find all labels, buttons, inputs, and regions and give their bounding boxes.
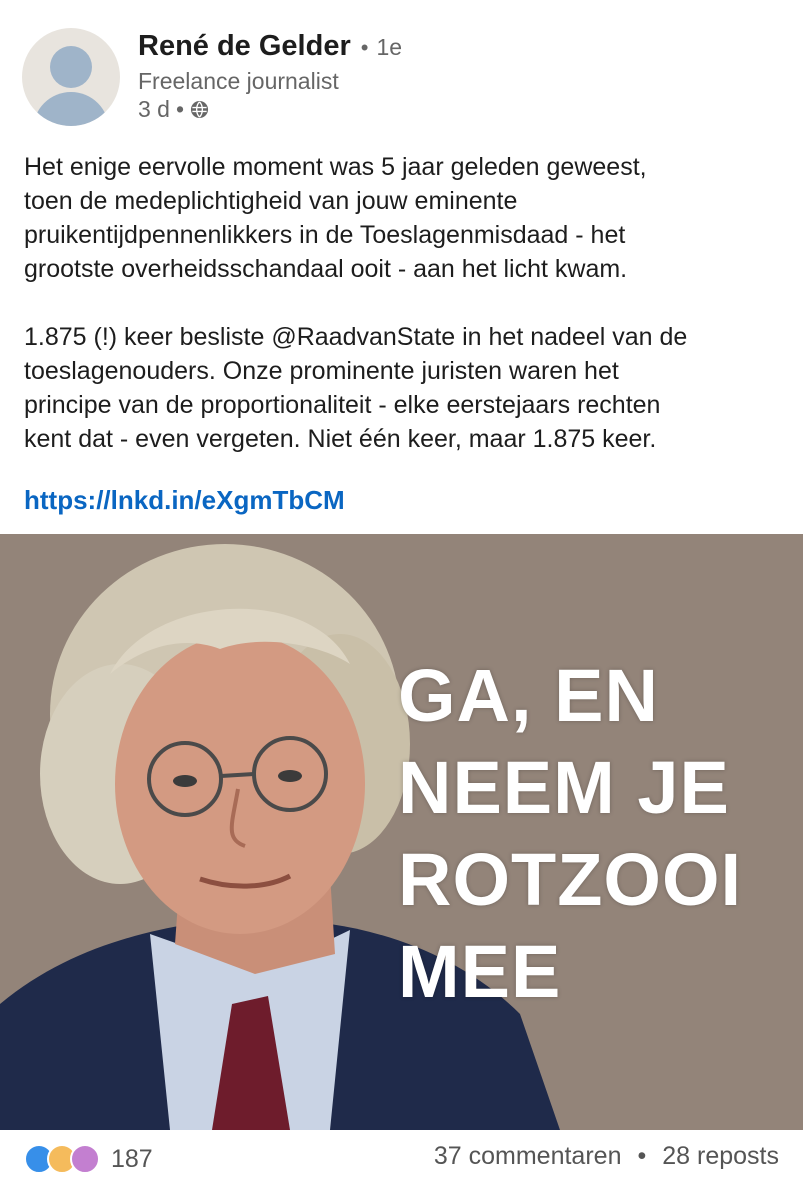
paragraph-gap [24,286,794,320]
reposts-count[interactable]: 28 reposts [662,1142,779,1170]
post-body [24,150,794,456]
post-text-line: grootste overheidsschandaal ooit - aan het licht kwam. [24,255,628,283]
post-text-line: toeslagenouders. Onze prominente juristen waren het [24,357,619,385]
post-text-line: Het enige eervolle moment was 5 jaar geleden geweest, [24,153,647,181]
post-text-line: 1.875 (!) keer besliste @RaadvanState in het nadeel van de [24,323,688,351]
reactions-summary[interactable] [24,1144,153,1174]
post-text-line: pruikentijdpennenlikkers in de Toeslagenmisdaad - het [24,221,626,249]
avatar-head-shape [50,46,92,88]
post-image[interactable] [0,534,803,1130]
author-avatar[interactable] [22,28,120,126]
author-name[interactable]: René de Gelder [138,30,351,62]
post-meta [138,96,209,123]
post-time: 3 d [138,96,170,122]
globe-icon [190,100,209,119]
engagement-stats [434,1142,779,1171]
separator-dot: • [637,1142,647,1170]
post-text-line: principe van de proportionaliteit - elke eerstejaars rechten [24,391,661,419]
avatar-body-shape [33,92,109,126]
post-header [0,0,803,140]
reaction-count: 187 [111,1144,153,1173]
overlay-line: MEE [398,930,562,1013]
author-name-row [138,30,402,63]
support-icon [70,1144,100,1174]
image-overlay-text [398,650,798,1018]
overlay-line: ROTZOOI [398,838,743,921]
overlay-line: NEEM JE [398,746,730,829]
post-text-line: toen de medeplichtigheid van jouw eminente [24,187,518,215]
comments-count[interactable]: 37 commentaren [433,1142,622,1170]
author-headline: Freelance journalist [138,68,339,94]
separator-dot: • [360,35,369,60]
post-link[interactable]: https://lnkd.in/eXgmTbCM [24,485,345,515]
connection-degree: 1e [376,34,403,60]
social-counts-bar [0,1130,803,1200]
overlay-line: GA, EN [398,654,659,737]
separator-dot: • [175,96,185,122]
post-text-line: kent dat - even vergeten. Niet één keer, maar 1.875 keer. [24,425,657,453]
